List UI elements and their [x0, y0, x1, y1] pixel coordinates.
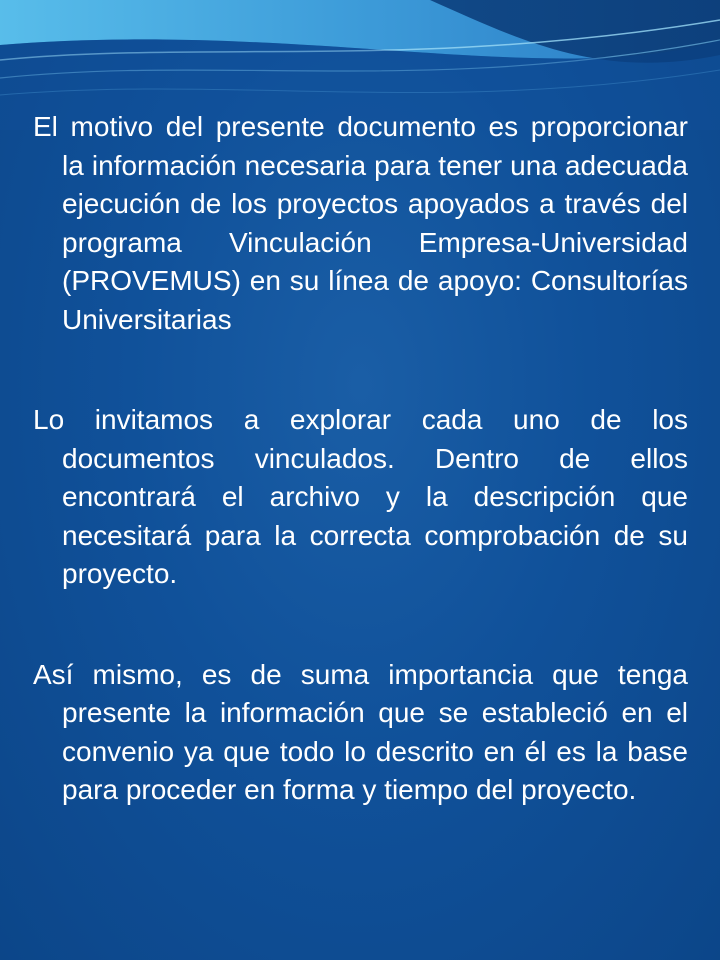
paragraph-invitation: Lo invitamos a explorar cada uno de los documentos vinculados. Dentro de ellos encontrará el archivo y la descripción que necesitará para la correcta comprobación de su proyecto. — [33, 404, 688, 589]
paragraph-intro: El motivo del presente documento es proporcionar la información necesaria para tener una adecuada ejecución de los proyectos apoyados a través del programa Vinculación Empresa-Universidad (PROVEMUS) en su línea de apoyo: Consultorías Universitarias — [33, 111, 688, 335]
paragraph-importance: Así mismo, es de suma importancia que tenga presente la información que se estableció en el convenio ya que todo lo descrito en él es la base para proceder en forma y tiempo del proyecto. — [33, 658, 688, 805]
body-text — [33, 108, 688, 872]
